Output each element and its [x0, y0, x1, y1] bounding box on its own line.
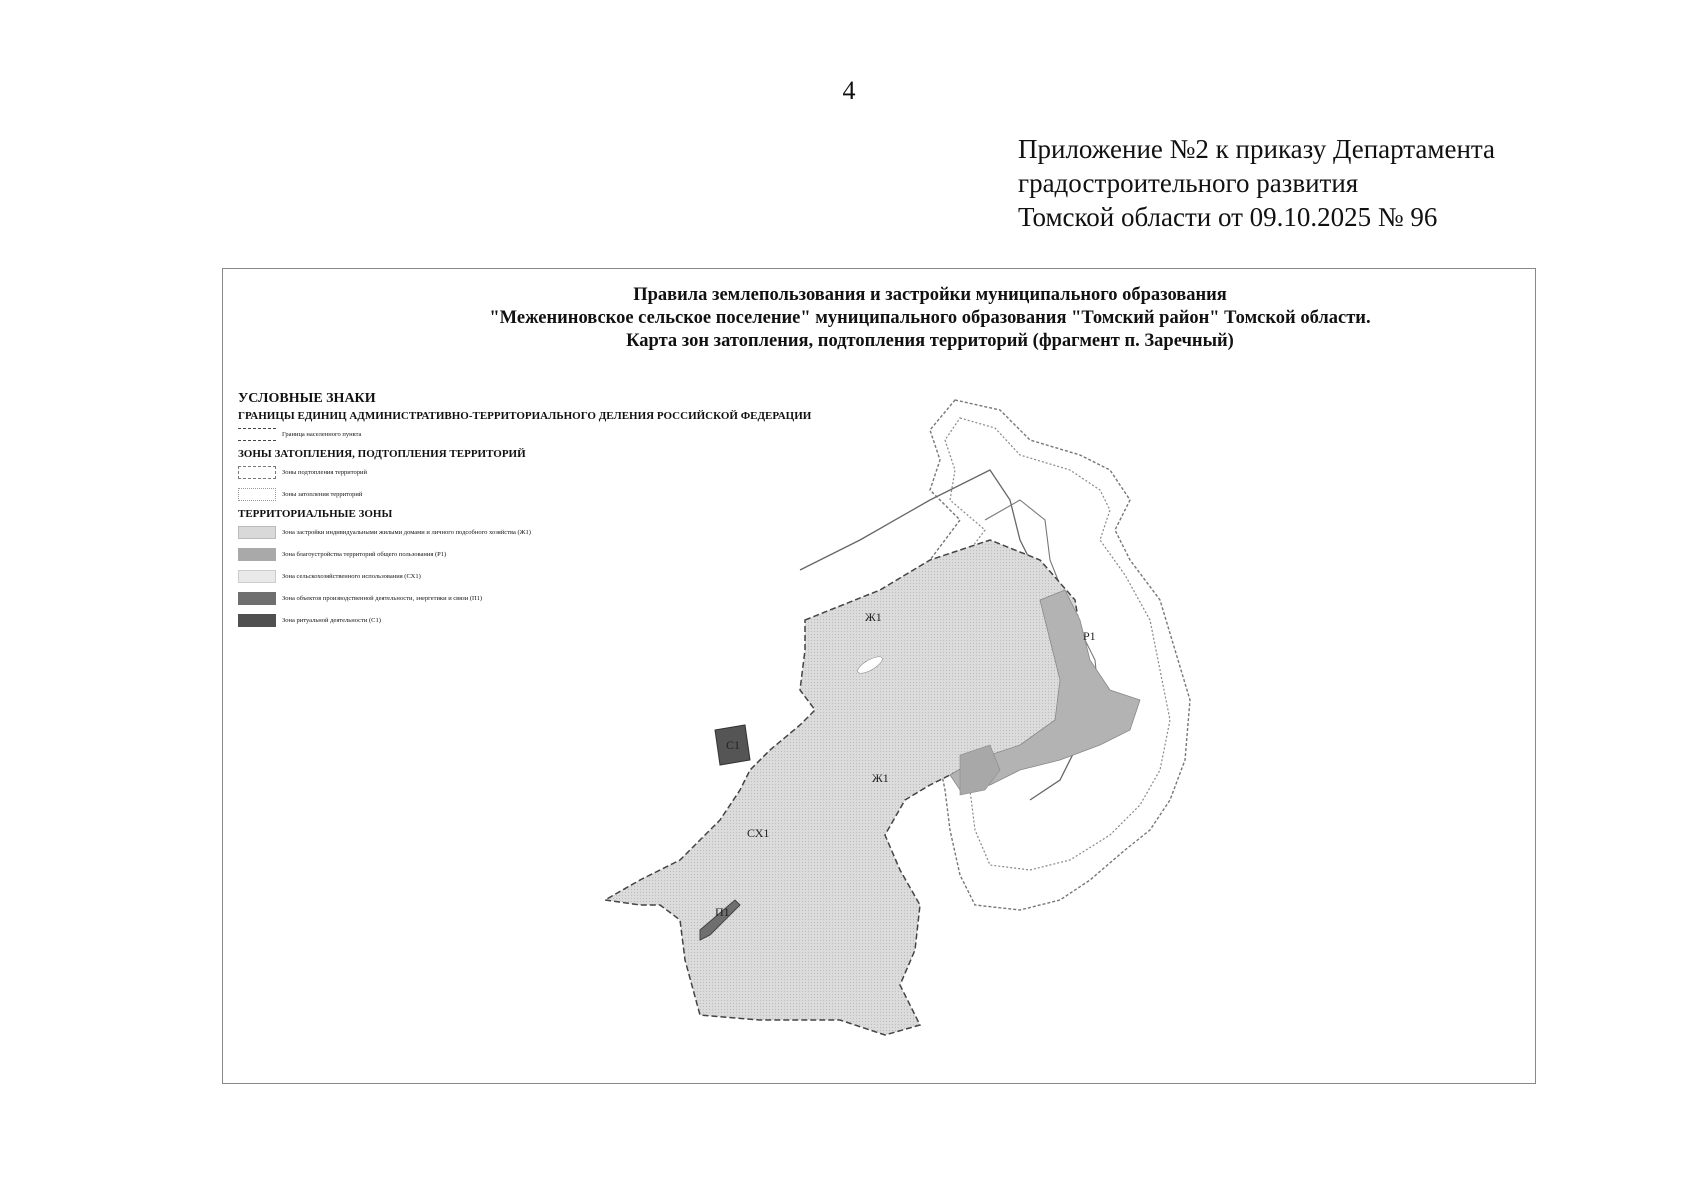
legend-label: Зоны затопления территорий: [282, 490, 363, 498]
map-title-line-3: Карта зон затопления, подтопления территорий (фрагмент п. Заречный): [626, 331, 1234, 351]
legend-label: Граница населенного пункта: [282, 430, 362, 438]
zone-label-zh1-north: Ж1: [865, 610, 882, 624]
appendix-line-1: Приложение №2 к приказу Департамента: [1018, 134, 1496, 164]
zone-label-zh1-center: Ж1: [872, 771, 889, 785]
map-title-line-1: Правила землепользования и застройки муниципального образования: [633, 285, 1227, 305]
zone-label-sh1: СХ1: [747, 826, 770, 840]
legend-flood-heading: ЗОНЫ ЗАТОПЛЕНИЯ, ПОДТОПЛЕНИЯ ТЕРРИТОРИЙ: [238, 448, 526, 460]
legend-label: Зона благоустройства территорий общего пользования (Р1): [282, 550, 447, 558]
zone-label-p1: П1: [715, 905, 730, 919]
appendix-line-3: Томской области от 09.10.2025 № 96: [1018, 202, 1438, 232]
page-number: 4: [842, 76, 856, 105]
legend-label: Зона застройки индивидуальными жилыми домами и личного подсобного хозяйства (Ж1): [282, 528, 531, 536]
legend-label: Зона ритуальной деятельности (С1): [282, 616, 381, 624]
zone-label-c1: С1: [726, 738, 741, 752]
appendix-line-2: градостроительного развития: [1018, 168, 1359, 198]
zone-label-r1: Р1: [1083, 629, 1096, 643]
legend-title: УСЛОВНЫЕ ЗНАКИ: [238, 391, 376, 406]
legend-label: Зоны подтопления территорий: [282, 468, 367, 476]
legend-zones-heading: ТЕРРИТОРИАЛЬНЫЕ ЗОНЫ: [238, 508, 393, 520]
legend-boundaries-heading: ГРАНИЦЫ ЕДИНИЦ АДМИНИСТРАТИВНО-ТЕРРИТОРИАЛЬНОГО ДЕЛЕНИЯ РОССИЙСКОЙ ФЕДЕРАЦИИ: [238, 410, 812, 422]
legend-label: Зона сельскохозяйственного использования (СХ1): [282, 572, 421, 580]
zone-zh1-area: [605, 540, 1100, 1035]
map-title-line-2: "Межениновское сельское поселение" муниципального образования "Томский район" Томской области.: [489, 308, 1371, 328]
legend-label: Зона объектов производственной деятельности, энергетики и связи (П1): [282, 594, 483, 602]
